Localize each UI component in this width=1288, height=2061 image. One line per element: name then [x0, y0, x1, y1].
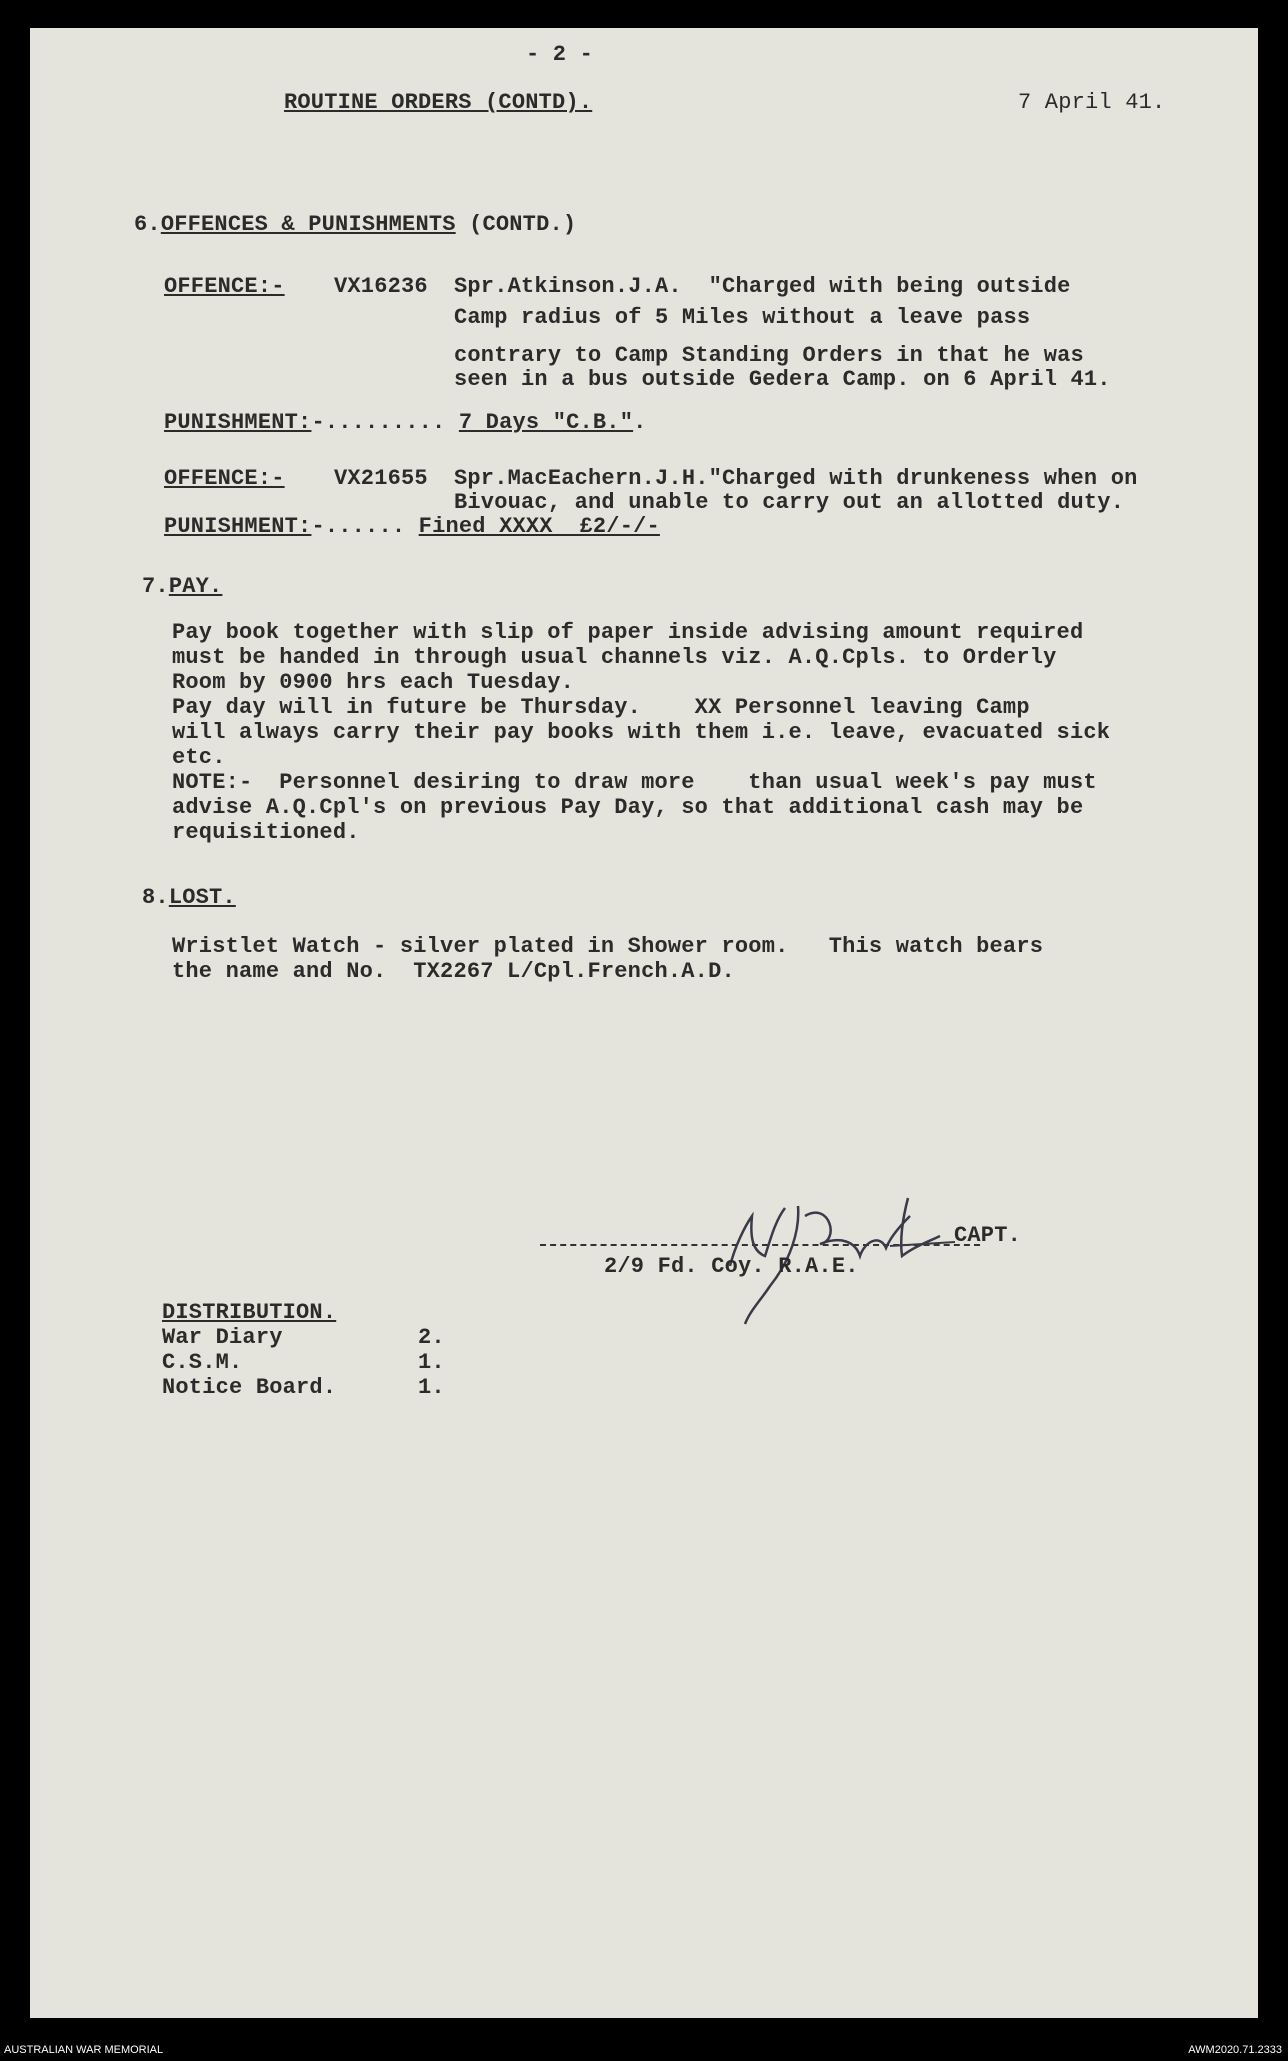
punishment-1-value: 7 Days "C.B.": [458, 410, 634, 435]
distribution-count: 2.: [418, 1325, 445, 1350]
pay-line: NOTE:- Personnel desiring to draw more than usual week's pay must: [172, 770, 1097, 795]
distribution-name: War Diary: [162, 1325, 283, 1350]
document-date: 7 April 41.: [1018, 90, 1166, 115]
punishment-1-label: PUNISHMENT:: [164, 410, 312, 435]
offence-2-line: Spr.MacEachern.J.H."Charged with drunkeness when on: [454, 466, 1138, 491]
offence-2-number: VX21655: [334, 466, 428, 491]
offence-1-line: seen in a bus outside Gedera Camp. on 6 April 41.: [454, 367, 1111, 392]
distribution-count: 1.: [418, 1350, 445, 1375]
punishment-1: [164, 410, 647, 435]
page-number: - 2 -: [526, 42, 594, 67]
signatory-rank: CAPT.: [954, 1223, 1022, 1248]
punishment-1-leader: -.........: [311, 410, 446, 435]
offence-1-line: Spr.Atkinson.J.A. "Charged with being outside: [454, 274, 1071, 299]
lost-line: Wristlet Watch - silver plated in Shower room. This watch bears: [172, 934, 1044, 959]
pay-line: etc.: [172, 745, 226, 770]
pay-line: must be handed in through usual channels viz. A.Q.Cpls. to Orderly: [172, 645, 1057, 670]
offence-2-label: OFFENCE:-: [164, 466, 285, 491]
signatory-unit: 2/9 Fd. Coy. R.A.E.: [604, 1254, 859, 1279]
distribution-name: C.S.M.: [162, 1350, 243, 1375]
offence-1-label: OFFENCE:-: [164, 274, 285, 299]
punishment-2: [164, 514, 660, 539]
pay-line: requisitioned.: [172, 820, 360, 845]
distribution-count: 1.: [418, 1375, 445, 1400]
section-6-title: OFFENCES & PUNISHMENTS: [160, 212, 456, 237]
section-6-suffix: (CONTD.): [455, 212, 577, 237]
footer-source: AUSTRALIAN WAR MEMORIAL: [4, 2044, 164, 2056]
distribution-heading: DISTRIBUTION.: [162, 1300, 337, 1325]
offence-2-line: Bivouac, and unable to carry out an allotted duty.: [454, 490, 1125, 515]
punishment-2-label: PUNISHMENT:: [164, 514, 312, 539]
pay-line: will always carry their pay books with them i.e. leave, evacuated sick: [172, 720, 1111, 745]
section-7-title: PAY.: [168, 574, 223, 599]
section-6-number: 6.: [134, 212, 161, 237]
offence-1-line: contrary to Camp Standing Orders in that he was: [454, 343, 1084, 368]
punishment-2-leader: -......: [311, 514, 406, 539]
pay-line: Pay day will in future be Thursday. XX Personnel leaving Camp: [172, 695, 1030, 720]
document-page: [30, 28, 1258, 2018]
section-7-number: 7.: [142, 574, 169, 599]
section-8-number: 8.: [142, 885, 169, 910]
section-6-heading: [134, 212, 576, 237]
section-8-heading: [142, 885, 236, 910]
document-title: ROUTINE ORDERS (CONTD).: [284, 90, 593, 115]
offence-1-number: VX16236: [334, 274, 428, 299]
pay-line: Room by 0900 hrs each Tuesday.: [172, 670, 575, 695]
section-8-title: LOST.: [168, 885, 236, 910]
pay-line: advise A.Q.Cpl's on previous Pay Day, so that additional cash may be: [172, 795, 1084, 820]
distribution-name: Notice Board.: [162, 1375, 337, 1400]
footer-reference: AWM2020.71.2333: [1188, 2044, 1282, 2056]
section-7-heading: [142, 574, 222, 599]
lost-line: the name and No. TX2267 L/Cpl.French.A.D.: [172, 959, 735, 984]
punishment-2-value: Fined XXXX £2/-/-: [418, 514, 660, 539]
offence-1-line: Camp radius of 5 Miles without a leave pass: [454, 305, 1031, 330]
punishment-1-tail: .: [633, 410, 647, 435]
pay-line: Pay book together with slip of paper inside advising amount required: [172, 620, 1084, 645]
